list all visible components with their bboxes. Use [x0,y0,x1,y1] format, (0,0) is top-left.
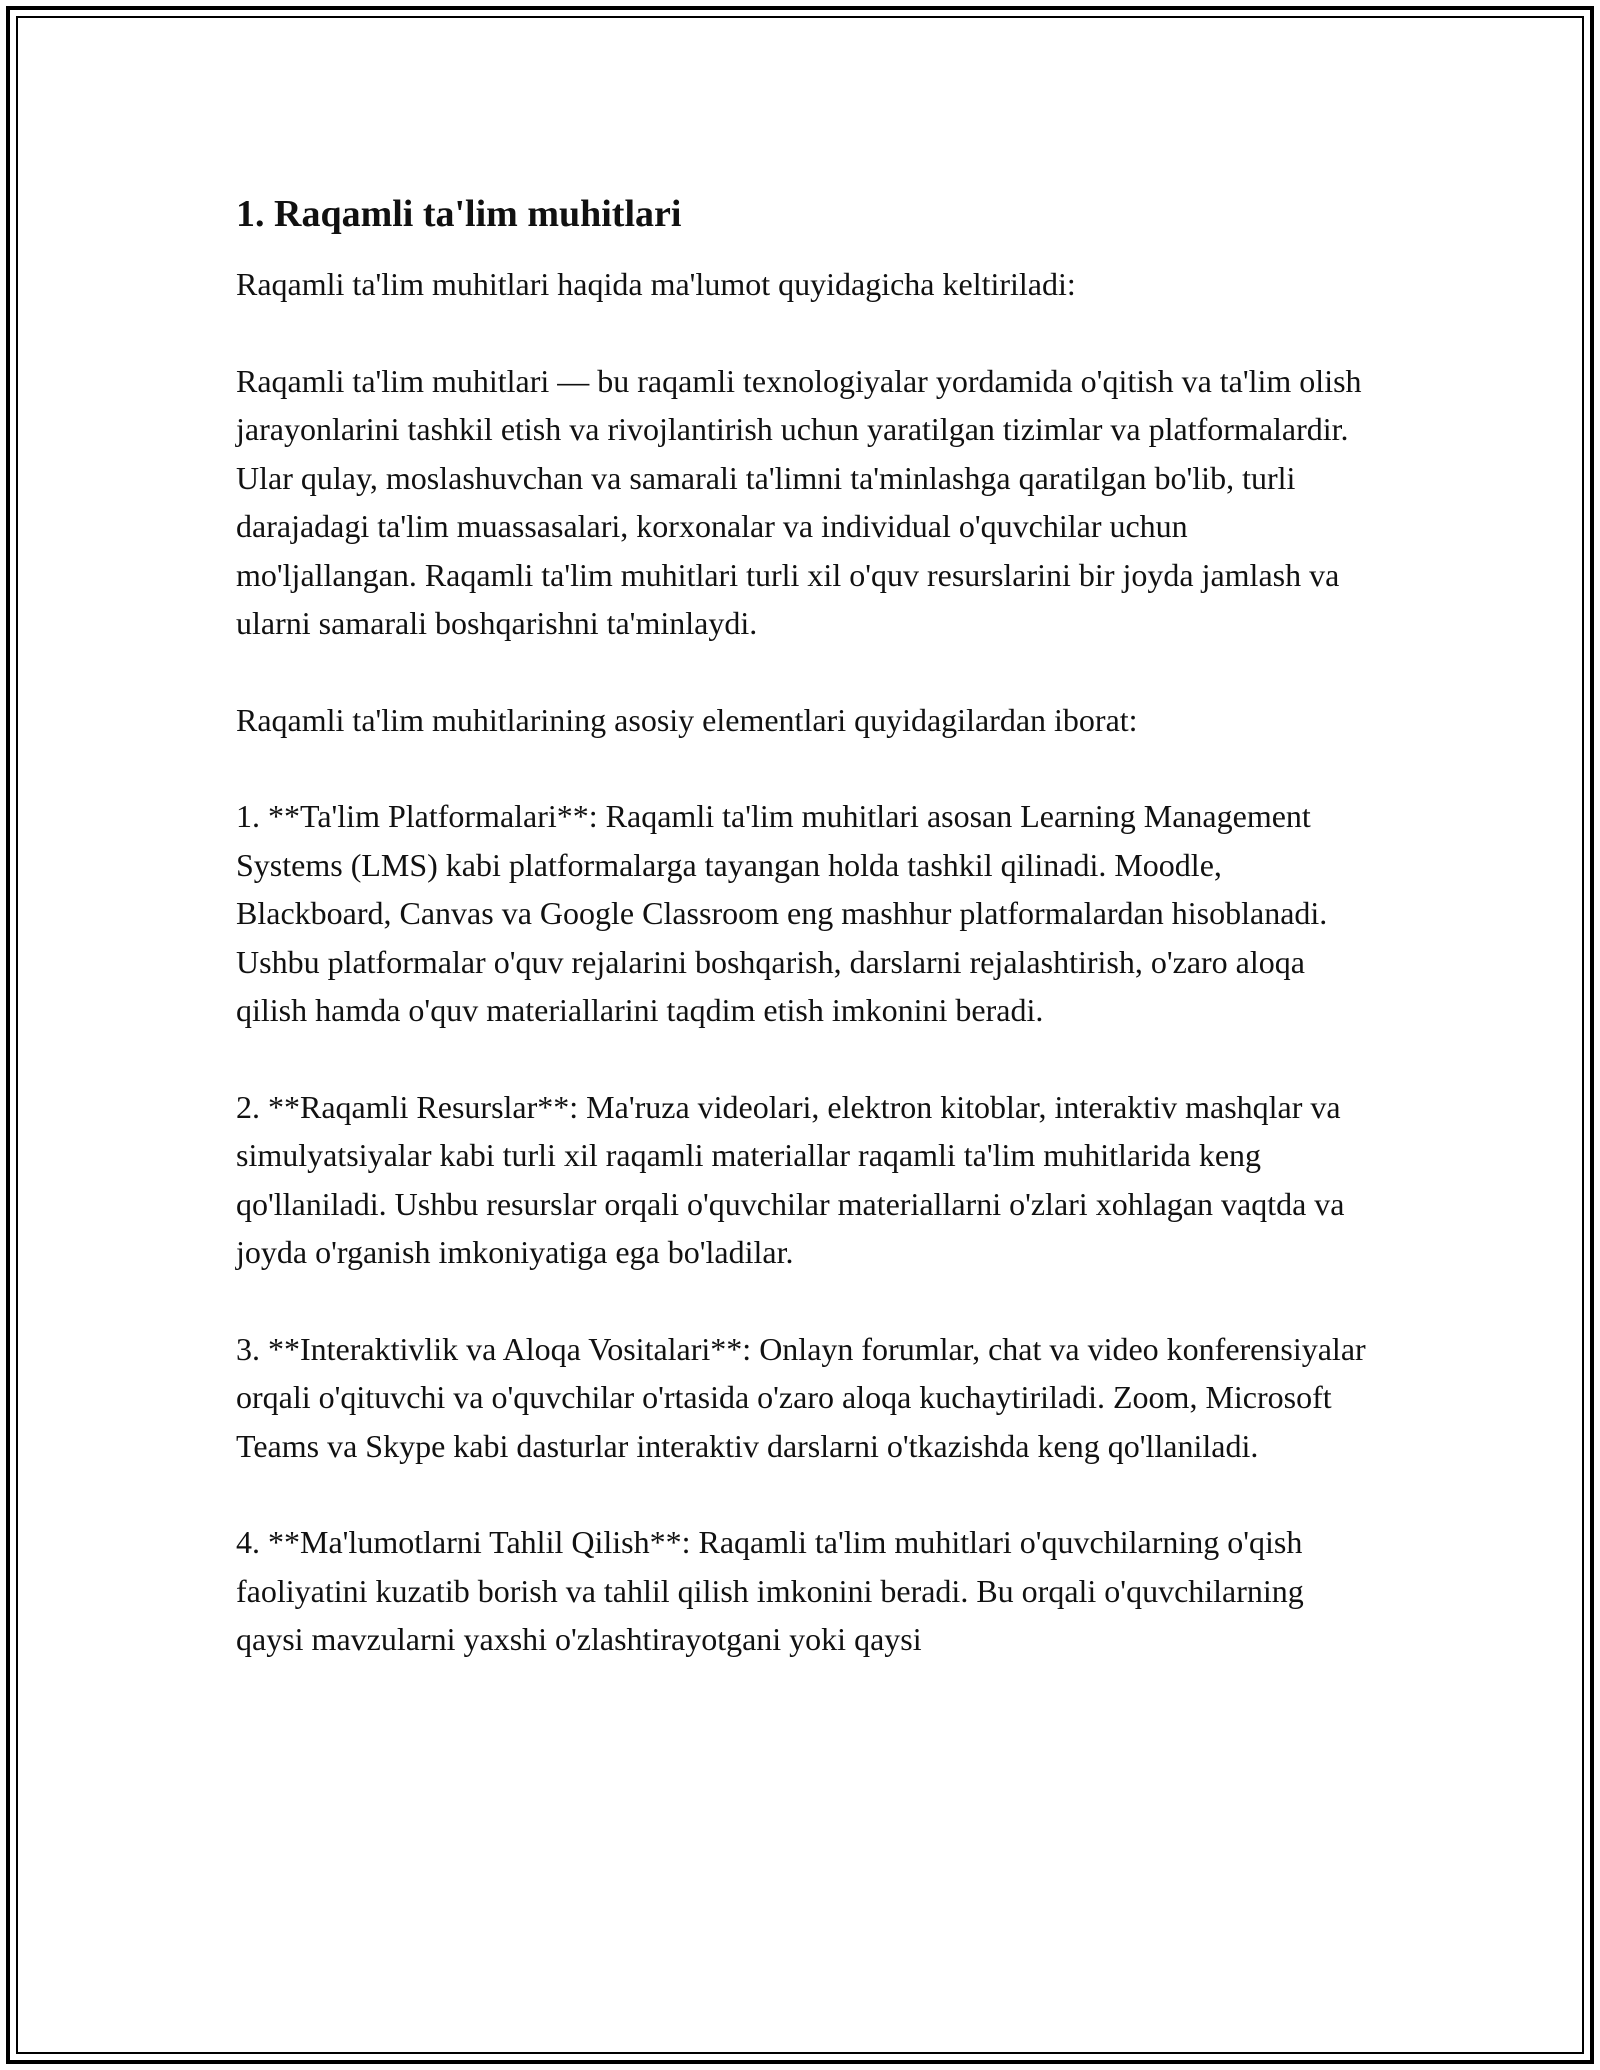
document-body [236,186,1376,1712]
list-item-resources: 2. **Raqamli Resurslar**: Ma'ruza videolari, elektron kitoblar, interaktiv mashqlar va simulyatsiyalar kabi turli xil raqamli materiallar raqamli ta'lim muhitlarida keng qo'llaniladi. Ushbu resurslar orqali o'quvchilar materiallarni o'zlari xohlagan vaqtda va joyda o'rganish imkoniyatiga ega bo'ladilar. [236,1088,1345,1270]
document-title: 1. Raqamli ta'lim muhitlari [236,193,682,235]
elements-intro-paragraph: Raqamli ta'lim muhitlarining asosiy elementlari quyidagilardan iborat: [236,701,1138,738]
list-item-data-analysis: 4. **Ma'lumotlarni Tahlil Qilish**: Raqamli ta'lim muhitlari o'quvchilarning o'qish faoliyatini kuzatib borish va tahlil qilish imkonini beradi. Bu orqali o'quvchilarning qaysi mavzularni yaxshi o'zlashtirayotgani yoki qaysi [236,1524,1304,1657]
definition-paragraph: Raqamli ta'lim muhitlari — bu raqamli texnologiyalar yordamida o'qitish va ta'lim olish jarayonlarini tashkil etish va rivojlantirish uchun yaratilgan tizimlar va platformalardir. Ular qulay, moslashuvchan va samarali ta'limni ta'minlashga qaratilgan bo'lib, turli darajadagi ta'lim muassasalari, korxonalar va individual o'quvchilar uchun mo'ljallangan. Raqamli ta'lim muhitlari turli xil o'quv resurslarini bir joyda jamlash va ularni samarali boshqarishni ta'minlaydi. [236,362,1362,641]
intro-paragraph: Raqamli ta'lim muhitlari haqida ma'lumot quyidagicha keltiriladi: [236,266,1076,302]
list-item-platforms: 1. **Ta'lim Platformalari**: Raqamli ta'lim muhitlari asosan Learning Management Systems (LMS) kabi platformalarga tayangan holda tashkil qilinadi. Moodle, Blackboard, Canvas va Google Classroom eng mashhur platformalardan hisoblanadi. Ushbu platformalar o'quv rejalarini boshqarish, darslarni rejalashtirish, o'zaro aloqa qilish hamda o'quv materiallarini taqdim etish imkonini beradi. [236,798,1328,1028]
list-item-interactivity: 3. **Interaktivlik va Aloqa Vositalari**: Onlayn forumlar, chat va video konferensiyalar orqali o'qituvchi va o'quvchilar o'rtasida o'zaro aloqa kuchaytiriladi. Zoom, Microsoft Teams va Skype kabi dasturlar interaktiv darslarni o'tkazishda keng qo'llaniladi. [236,1330,1366,1464]
